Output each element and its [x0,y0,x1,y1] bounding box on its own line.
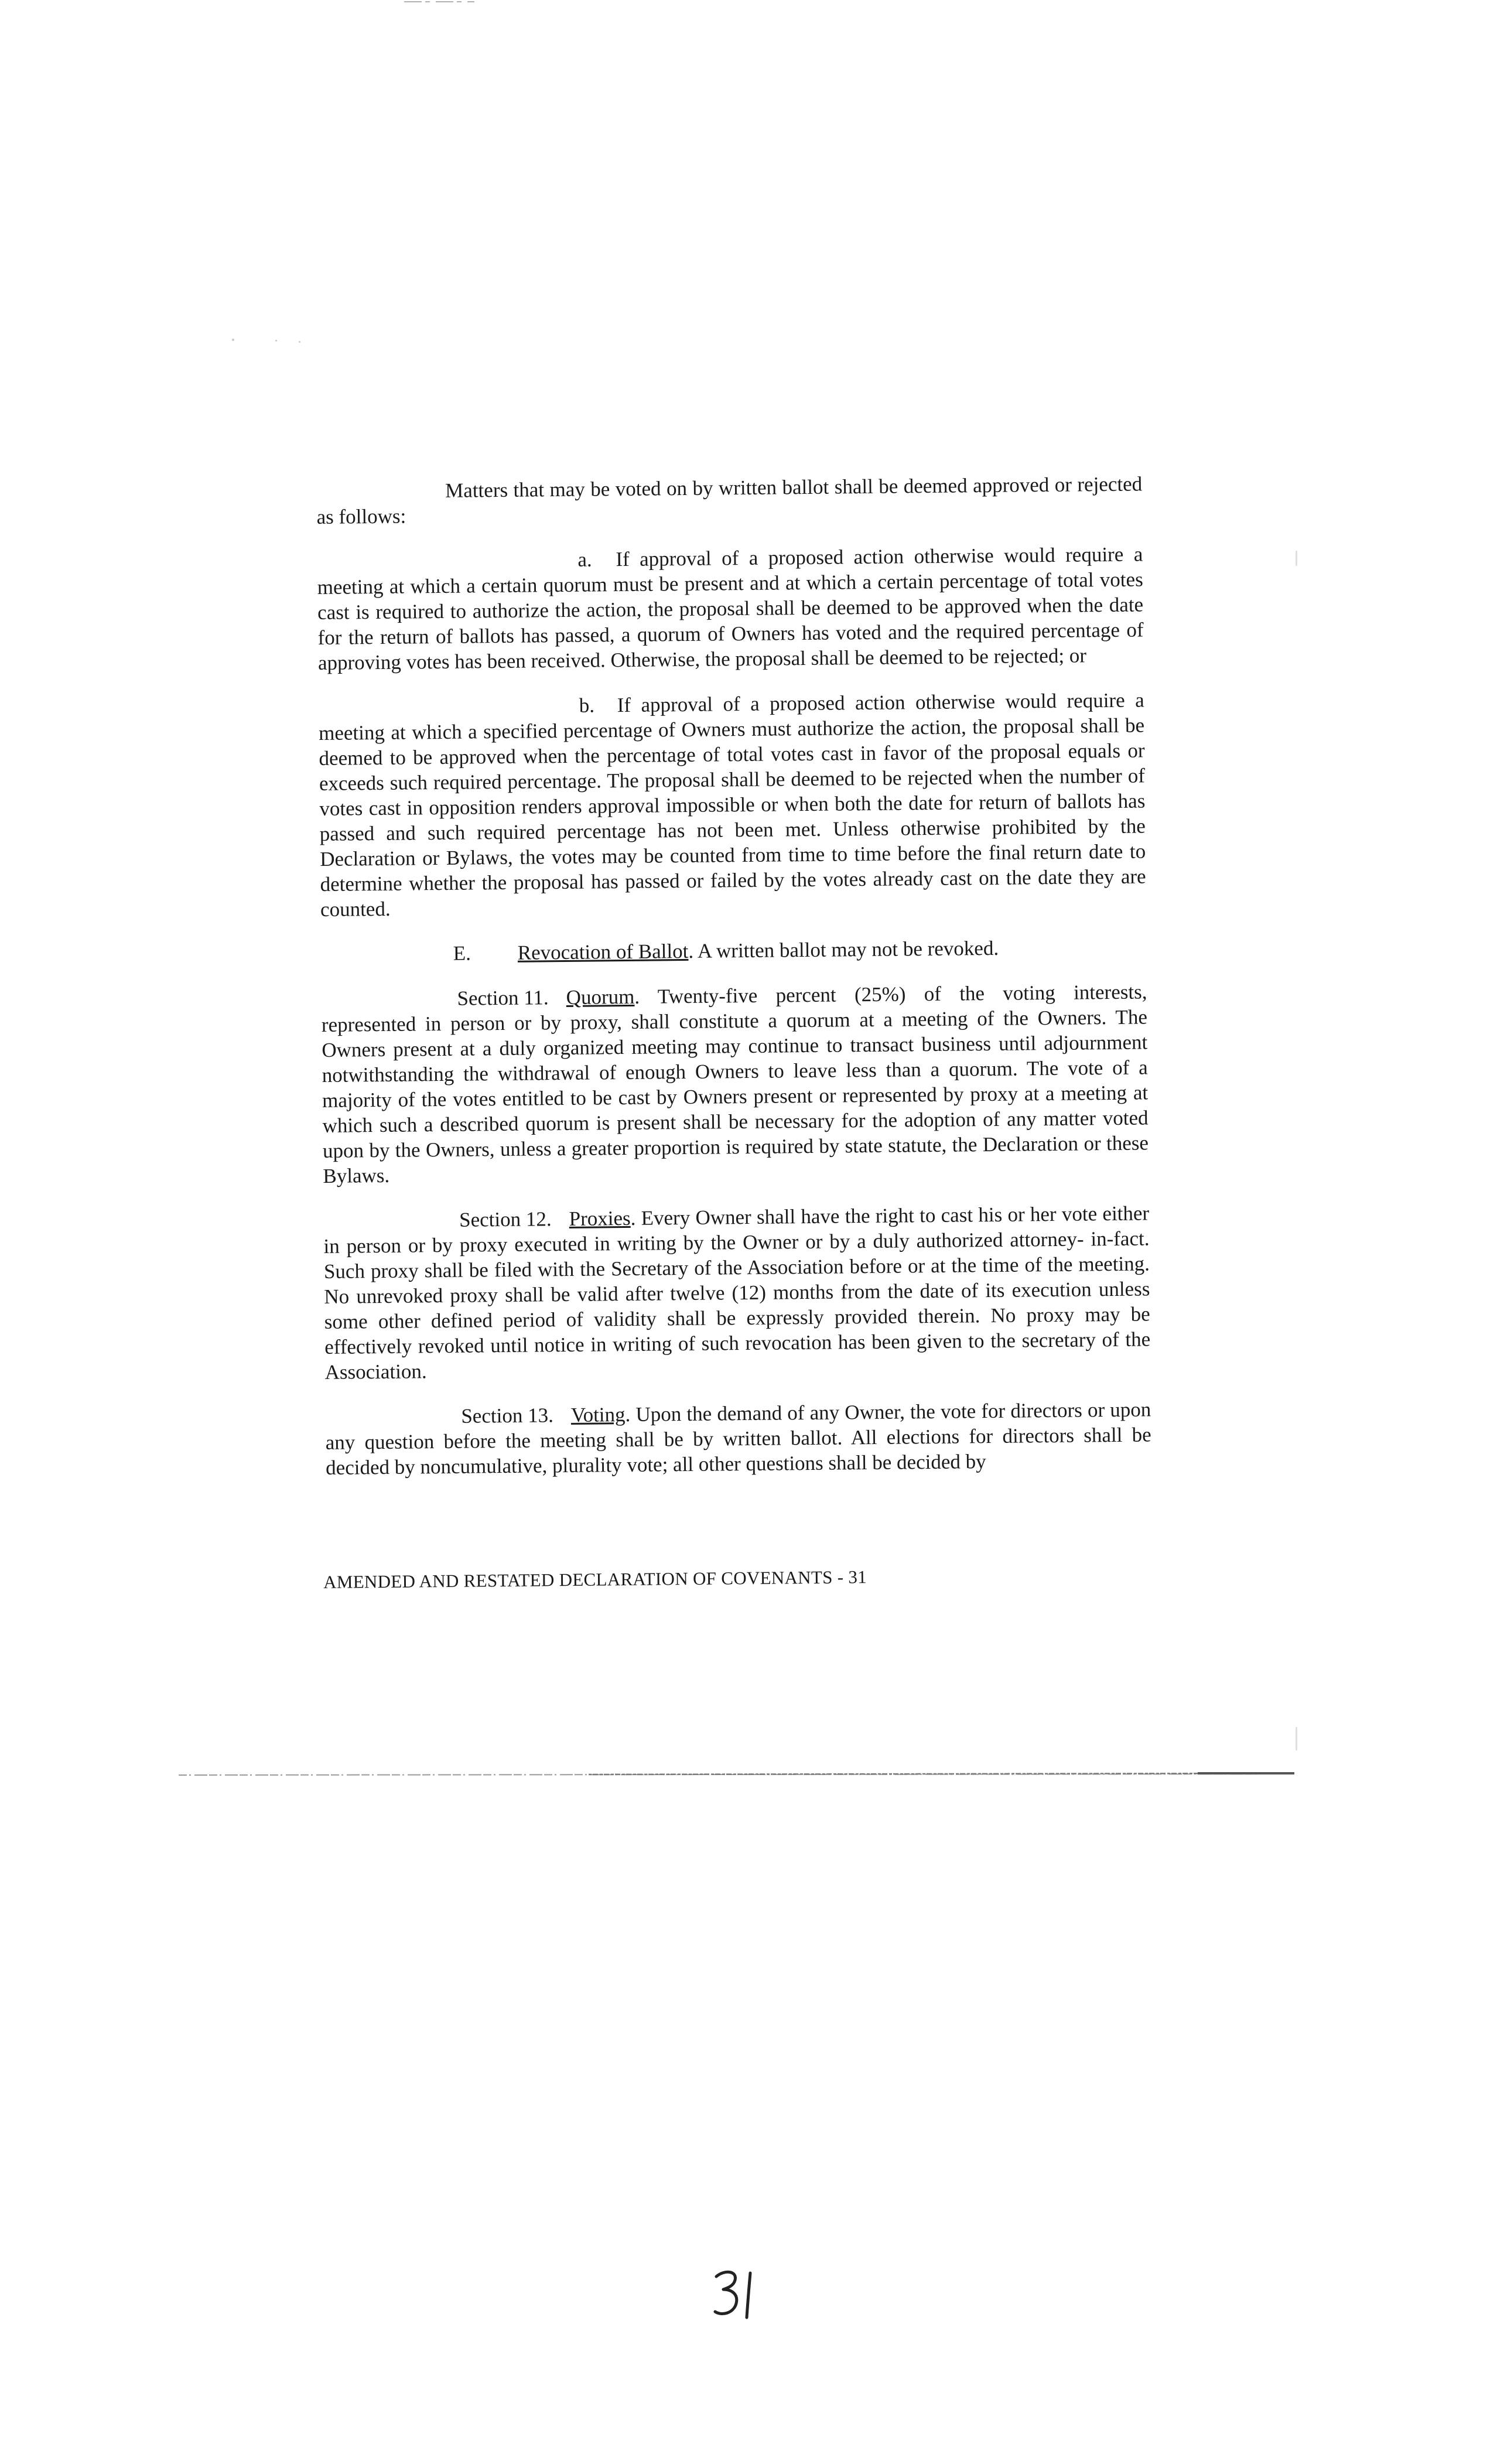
handwritten-page-number [712,2266,764,2322]
document-body [316,471,1152,1500]
intro-paragraph [316,471,1143,530]
item-e-label: E. [453,941,471,965]
section-11-paragraph [321,979,1149,1189]
section-12-heading: Proxies [569,1206,631,1230]
intro-text: Matters that may be voted on by written ballot shall be deemed approved or rejected as follows: [316,472,1143,528]
item-a-text: If approval of a proposed action otherwise would require a meeting at which a certain quorum must be present and at which a certain percentage of total votes cast is required to authorize the action, the proposal shall be deemed to be approved when the date for the return of ballots has passed, a quorum of Owners has voted and the required percentage of approving votes has been received. Otherwise, the proposal shall be deemed to be rejected; or [317,542,1144,674]
section-11-heading: Quorum [566,985,635,1009]
item-a-paragraph [317,541,1144,675]
item-b-text: If approval of a proposed action otherwise would require a meeting at which a specified percentage of Owners must authorize the action, the proposal shall be deemed to be approved when the percentage of total votes cast in favor of the proposal equals or exceeds such required percentage. The proposal shall be deemed to be rejected when the number of votes cast in opposition renders approval impossible or when both the date for return of ballots has passed and such required percentage has not been met. Unless otherwise prohibited by the Declaration or Bylaws, the votes may be counted from time to time before the final return date to determine whether the proposal has passed or failed by the votes already cast on the date they are counted. [318,688,1146,921]
item-e-text: . A written ballot may not be revoked. [688,936,999,963]
section-11-text: . Twenty-five percent (25%) of the voting interests, represented in person or by proxy, shall constitute a quorum at a meeting of the Owners. The Owners present at a duly organized meeting may continue to transact business until adjournment notwithstanding the withdrawal of enough Owners to leave less than a quorum. The vote of a majority of the votes entitled to be cast by Owners present or represented by proxy at a meeting at which such a described quorum is present shall be necessary for the adoption of any matter voted upon by the Owners, unless a greater proportion is required by state statute, the Declaration or these Bylaws. [321,980,1149,1187]
scan-speck [1296,1727,1297,1750]
section-13-text: . Upon the demand of any Owner, the vote for directors or upon any question before the meeting shall be by written ballot. All elections for directors shall be decided by noncumulative, plurality vote; all other questions shall be decided by [325,1398,1151,1479]
item-b-paragraph [319,687,1147,922]
section-13-label: Section 13. [461,1404,554,1428]
scan-speck [275,340,277,342]
section-12-paragraph [323,1200,1151,1385]
top-scan-smudge [404,0,474,4]
section-13-heading: Voting [570,1403,626,1426]
section-12-label: Section 12. [459,1207,552,1231]
item-e-heading: Revocation of Ballot [517,939,689,964]
section-12-text: . Every Owner shall have the right to cast his or her vote either in person or by proxy executed in writing by the Owner or by a duly authorized attorney- in-fact. Such proxy shall be filed with the Secretary of the Association before or at the time of the meeting. No unrevoked proxy shall be valid after twelve (12) months from the date of its execution unless some other defined period of validity shall be expressly provided therein. No proxy may be effectively revoked until notice in writing of such revocation has been given to the secretary of the Association. [323,1202,1151,1384]
item-e-paragraph [321,934,1147,967]
scan-artifact-line [179,1772,1294,1777]
scan-speck [1296,551,1297,566]
section-11-label: Section 11. [457,986,549,1010]
page-footer: AMENDED AND RESTATED DECLARATION OF COVENANTS - 31 [323,1567,867,1592]
scan-speck [232,339,234,341]
item-a-label: a. [577,548,592,571]
section-13-paragraph [325,1397,1151,1480]
item-b-label: b. [579,694,595,717]
scan-speck [299,341,300,343]
